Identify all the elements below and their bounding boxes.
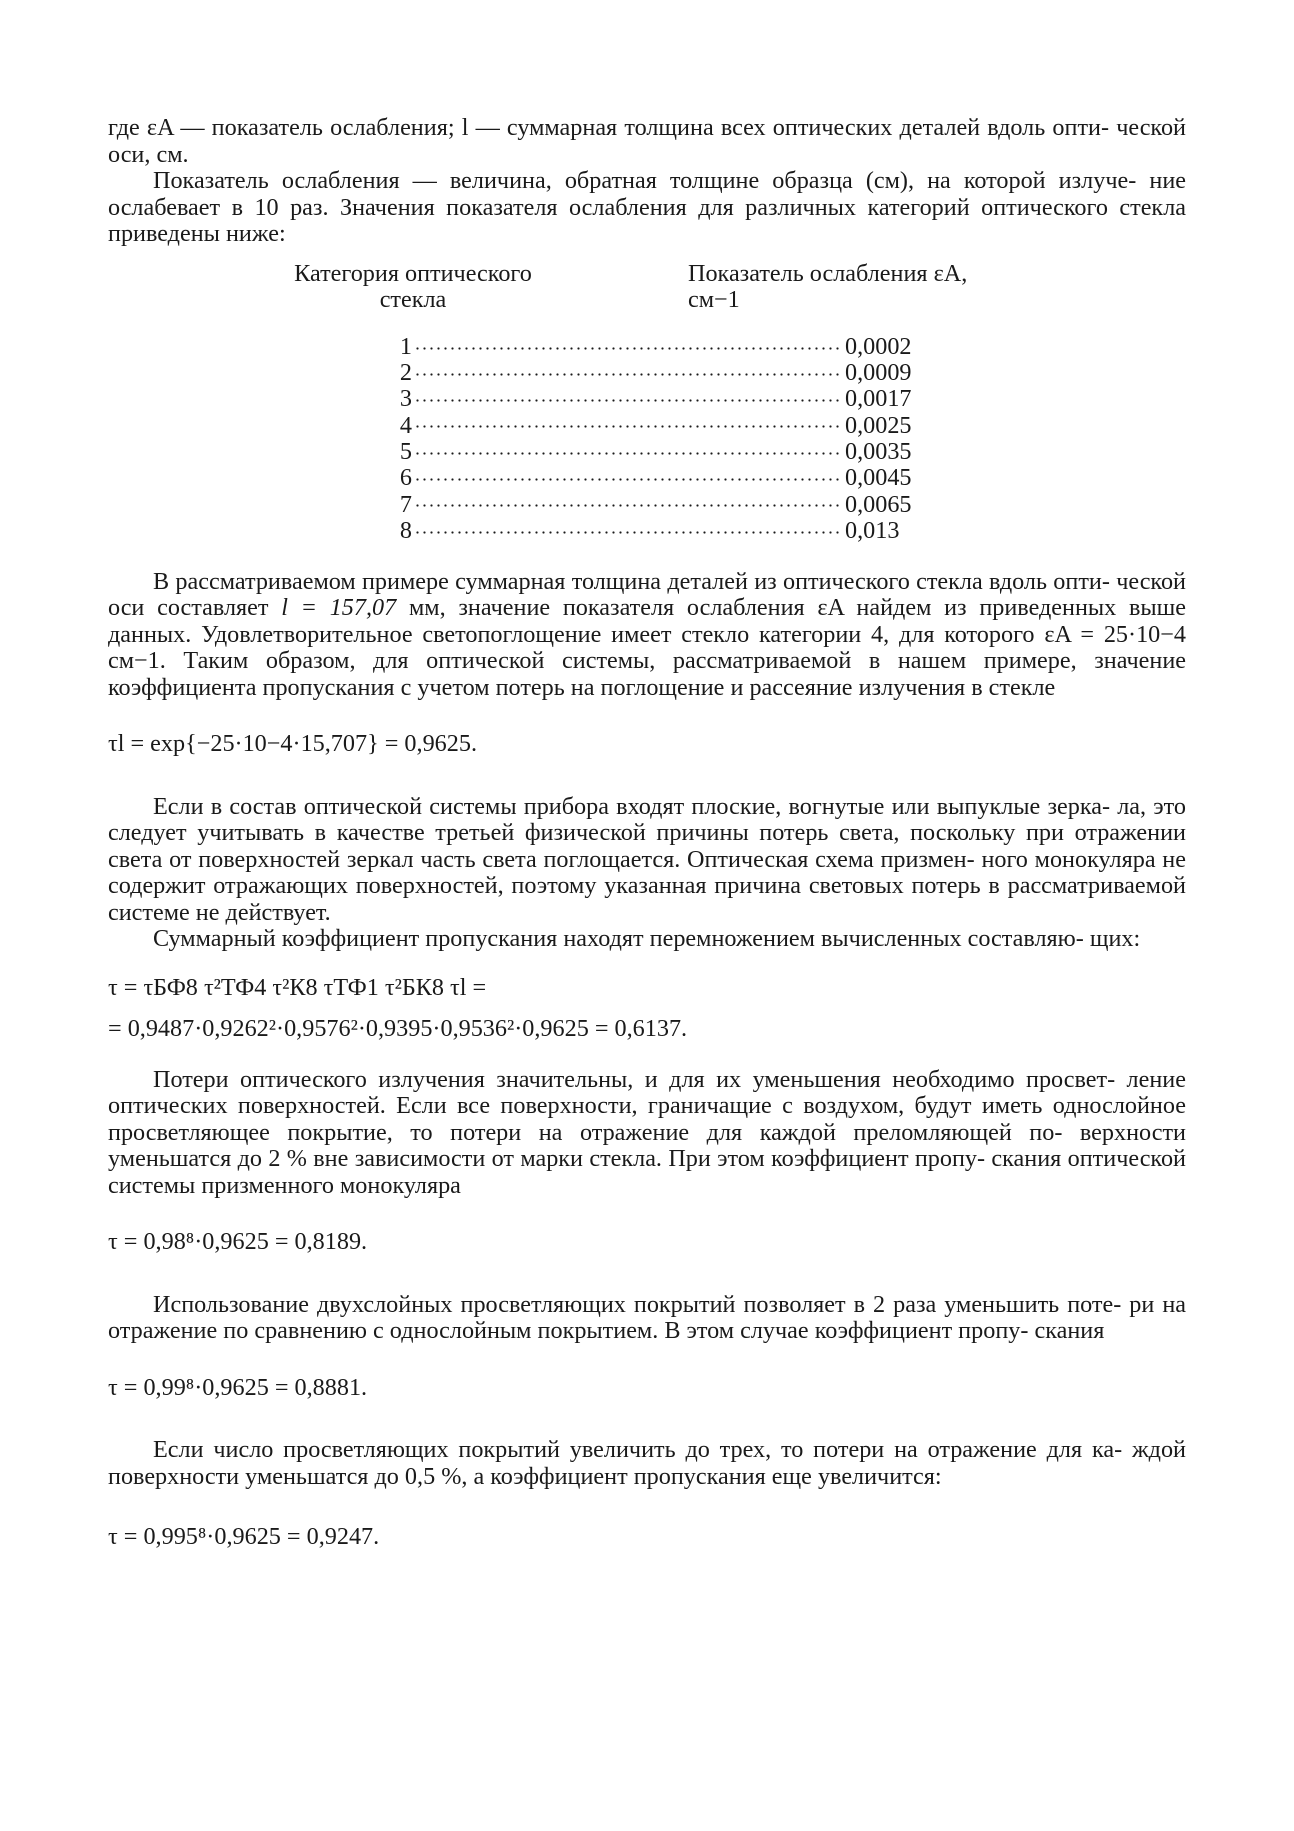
table-header-coefficient: Показатель ослабления εA, см−1 bbox=[688, 259, 968, 313]
paragraph-2: Показатель ослабления — величина, обратная толщине образца (см), на которой излуче- ние ослабевает в 10 раз. Значения показателя ослабления для различных категорий оптического стекла приведены ниже: bbox=[108, 167, 1186, 247]
table-cell-value: 0,0002 bbox=[845, 332, 912, 360]
formula-total-line-1: τ = τБФ8 τ²ТФ4 τ²К8 τТФ1 τ²БК8 τl = bbox=[108, 973, 487, 1001]
paragraph-5: Суммарный коэффициент пропускания находят перемножением вычисленных составляю- щих: bbox=[153, 925, 1141, 953]
paragraph-1: где εA — показатель ослабления; l — суммарная толщина всех оптических деталей вдоль опти- ческой оси, см. bbox=[108, 114, 1186, 168]
table-cell-value: 0,013 bbox=[845, 516, 900, 544]
table-row bbox=[398, 380, 912, 413]
table-cell-category: 7 bbox=[399, 490, 412, 518]
table-row bbox=[398, 459, 912, 492]
formula-double-layer: τ = 0,99⁸·0,9625 = 0,8881. bbox=[108, 1373, 368, 1401]
table-row bbox=[398, 485, 912, 518]
paragraph-4: Если в состав оптической системы прибора входят плоские, вогнутые или выпуклые зерка- ла, это следует учитывать в качестве третьей физической причины потерь света, поскольку при отражении света от поверхностей зеркал часть света поглощается. Оптическая схема призмен- ного монокуляра не содержит отражающих поверхностей, поэтому указанная причина световых потерь в рассматриваемой системе не действует. bbox=[108, 792, 1186, 926]
table-row bbox=[398, 433, 912, 465]
table-cell-value: 0,0045 bbox=[845, 464, 912, 492]
dot-leader bbox=[414, 380, 843, 406]
table-row bbox=[398, 328, 912, 360]
formula-triple-layer: τ = 0,995⁸·0,9625 = 0,9247. bbox=[108, 1523, 380, 1551]
table-header bbox=[283, 261, 1018, 314]
paragraph-8: Если число просветляющих покрытий увеличить до трех, то потери на отражение для ка- ждой поверхности уменьшатся до 0,5 %, а коэффициент пропускания еще увеличится: bbox=[108, 1436, 1186, 1490]
table-row bbox=[398, 512, 911, 544]
table-cell-category: 1 bbox=[399, 332, 412, 360]
formula-single-layer: τ = 0,98⁸·0,9625 = 0,8189. bbox=[108, 1228, 368, 1256]
attenuation-value: εA = 25·10−4 см−1. bbox=[108, 620, 1187, 675]
paragraph-6: Потери оптического излучения значительны, и для их уменьшения необходимо просвет- ление оптических поверхностей. Если все поверхности, граничащие с воздухом, будут иметь однослойное просветляющее покрытие, то потери на отражение для каждой преломляющей по- верхности уменьшатся до 2 % вне зависимости от марки стекла. При этом коэффициент пропу- скания оптической системы призменного монокуляра bbox=[108, 1065, 1186, 1199]
table-cell-value: 0,0065 bbox=[845, 490, 912, 518]
table-cell-category: 3 bbox=[399, 385, 412, 413]
dot-leader bbox=[414, 406, 843, 432]
table-row bbox=[398, 406, 912, 439]
paragraph-3-part-c: мм, значение показателя ослабления εA найдем из приведенных выше данных. Удовлетворительное светопоглощение имеет стекло категории 4, для которого bbox=[108, 594, 1187, 648]
formula-transmission-glass: τl = exp{−25·10−4·15,707} = 0,9625. bbox=[108, 730, 477, 758]
table-cell-value: 0,0025 bbox=[845, 411, 912, 439]
paragraph-3-part-a: В рассматриваемом примере суммарная толщина деталей из оптического стекла вдоль опти- ческой оси составляет bbox=[108, 567, 1186, 622]
paragraph-7: Использование двухслойных просветляющих покрытий позволяет в 2 раза уменьшить поте- ри на отражение по сравнению с однослойным покрытием. В этом случае коэффициент пропу- скания bbox=[108, 1290, 1186, 1345]
table-cell-category: 8 bbox=[399, 516, 412, 544]
table-cell-value: 0,0035 bbox=[845, 437, 912, 465]
thickness-value: l = 157,07 bbox=[281, 594, 397, 622]
formula-total-line-2: = 0,9487·0,9262²·0,9576²·0,9395·0,9536²·0,9625 = 0,6137. bbox=[108, 1015, 688, 1043]
table-header-category: Категория оптического стекла bbox=[294, 259, 532, 313]
table-row bbox=[398, 354, 912, 387]
dot-leader bbox=[414, 354, 843, 380]
dot-leader bbox=[414, 433, 843, 459]
attenuation-table bbox=[398, 328, 912, 544]
table-cell-category: 6 bbox=[399, 464, 412, 492]
table-cell-value: 0,0009 bbox=[845, 359, 912, 387]
dot-leader bbox=[414, 485, 843, 511]
paragraph-3 bbox=[108, 569, 1186, 702]
dot-leader bbox=[414, 512, 843, 538]
table-cell-category: 2 bbox=[399, 359, 412, 387]
table-cell-category: 4 bbox=[399, 411, 412, 439]
table-cell-value: 0,0017 bbox=[845, 385, 912, 413]
dot-leader bbox=[414, 459, 843, 485]
dot-leader bbox=[414, 328, 843, 354]
paragraph-3-part-e: Таким образом, для оптической системы, рассматриваемой в нашем примере, значение коэффициента пропускания с учетом потерь на поглощение и рассеяние излучения в стекле bbox=[108, 647, 1186, 701]
table-cell-category: 5 bbox=[399, 437, 412, 465]
